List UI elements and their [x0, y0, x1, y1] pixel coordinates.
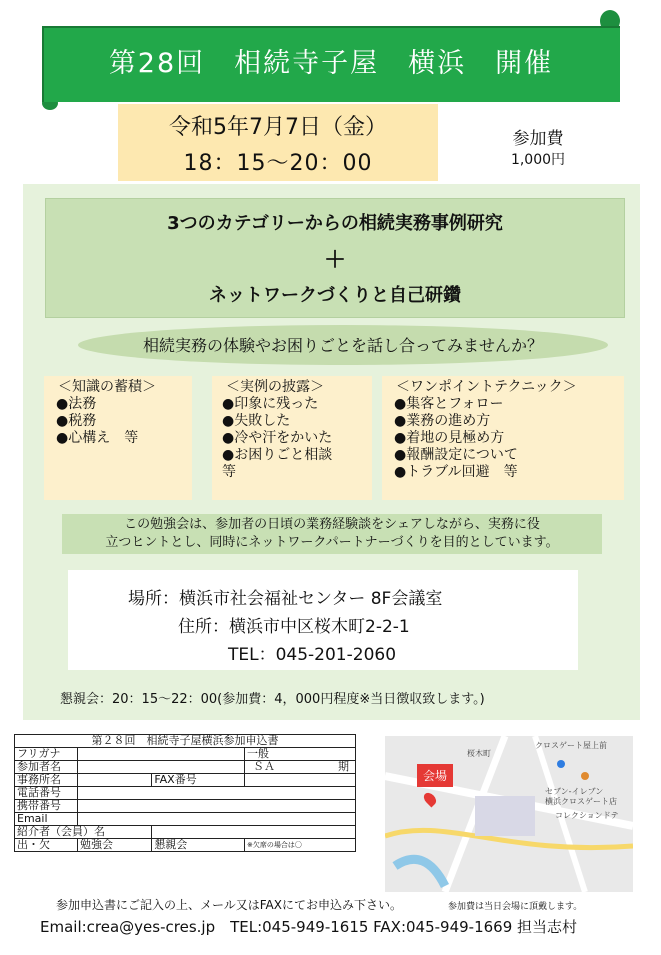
form-furigana-label: フリガナ	[15, 748, 78, 761]
venue-place: 場所：横浜市社会福祉センター 8F会議室	[128, 589, 443, 609]
venue-tel: TEL：045-201-2060	[228, 645, 397, 665]
category-item: ●税務	[56, 413, 97, 429]
form-referrer-label: 紹介者（会員）名	[15, 826, 152, 839]
category-title: ＜実例の披露＞	[226, 379, 324, 395]
research-line2: ネットワークづくりと自己研鑽	[209, 285, 461, 306]
party-info: 懇親会：20：15〜22：00(参加費：4，000円程度※当日徴収致します。)	[60, 692, 485, 707]
map-street-label: 横浜クロスゲート店	[545, 797, 617, 806]
page-title: 第28回 相続寺子屋 横浜 開催	[108, 48, 554, 79]
description-line1: この勉強会は、参加者の日頃の業務経験談をシェアしながら、実務に役	[124, 517, 540, 532]
category-item: ●印象に残った	[222, 396, 319, 412]
event-time: 18：15〜20：00	[183, 151, 373, 176]
form-phone-label: 電話番号	[15, 787, 78, 800]
map-street-label: コレクションドテ	[555, 811, 619, 820]
research-plus: ＋	[323, 248, 346, 273]
venue-map	[385, 736, 633, 892]
form-ippan-label: 一般	[245, 748, 356, 761]
form-sa-label: ＳＡ	[253, 760, 275, 773]
title-banner	[42, 26, 620, 102]
research-box	[45, 198, 625, 318]
venue-box	[68, 570, 578, 670]
form-social-field[interactable]	[152, 839, 245, 852]
map-street-label: クロスゲート屋上前	[535, 741, 607, 750]
form-email-label: Email	[15, 813, 78, 826]
venue-address: 住所：横浜市中区桜木町2-2-1	[178, 617, 410, 637]
event-date: 令和5年7月7日（金）	[169, 115, 387, 140]
form-office-label: 事務所名	[15, 774, 78, 787]
fee-value: 1,000円	[510, 152, 566, 168]
category-item: ●トラブル回避 等	[394, 464, 518, 480]
category-item: ●お困りごと相談	[222, 447, 333, 463]
category-item: 等	[222, 464, 236, 480]
category-item: ●報酬設定について	[394, 447, 518, 463]
fee-label: 参加費	[512, 129, 564, 149]
form-social-label: 懇親会	[154, 838, 188, 851]
category-title: ＜ワンポイントテクニック＞	[396, 379, 577, 395]
form-fax-field[interactable]	[245, 774, 356, 787]
description-box	[62, 514, 602, 554]
category-item: ●着地の見極め方	[394, 430, 505, 446]
question-text: 相続実務の体験やお困りごとを話し合ってみませんか？	[142, 336, 543, 355]
form-ki-label: 期	[338, 760, 349, 773]
form-email-field[interactable]	[78, 813, 356, 826]
category-item: ●失敗した	[222, 413, 291, 429]
date-box	[118, 104, 438, 181]
category-knowledge	[44, 376, 192, 500]
form-sa-field[interactable]	[245, 761, 356, 774]
map-venue-label: 会場	[417, 764, 453, 787]
category-item: ●冷や汗をかいた	[222, 430, 333, 446]
category-item: ●心構え 等	[56, 430, 139, 446]
category-item: ●業務の進め方	[394, 413, 491, 429]
form-study-label: 勉強会	[80, 838, 113, 851]
form-title: 第２８回 相続寺子屋横浜参加申込書	[15, 735, 356, 748]
category-item: ●集客とフォロー	[394, 396, 504, 412]
form-mobile-field[interactable]	[78, 800, 356, 813]
map-street-label: セブン-イレブン	[545, 787, 604, 796]
application-form	[14, 734, 356, 852]
category-item: ●法務	[56, 396, 97, 412]
description-line2: 立つヒントとし、同時にネットワークパートナーづくりを目的としています。	[105, 535, 559, 550]
submission-note: 参加申込書にご記入の上、メール又はFAXにてお申込み下さい。	[56, 898, 402, 912]
fee-note: 参加費は当日会場に頂戴します。	[448, 902, 583, 912]
contact-line: Email:crea@yes-cres.jp TEL:045-949-1615 FAX:045-949-1669 担当志村	[40, 918, 578, 936]
form-name-label: 参加者名	[15, 761, 78, 774]
form-mobile-label: 携帯番号	[15, 800, 78, 813]
form-referrer-field[interactable]	[152, 826, 356, 839]
form-attendance-label: 出・欠	[15, 839, 78, 852]
form-phone-field[interactable]	[78, 787, 356, 800]
research-line1: 3つのカテゴリーからの相続実務事例研究	[167, 213, 503, 234]
form-fax-label: FAX番号	[152, 774, 245, 787]
form-office-field[interactable]	[78, 774, 152, 787]
category-title: ＜知識の蓄積＞	[58, 379, 156, 395]
description-text	[62, 516, 602, 552]
form-furigana-field[interactable]	[78, 748, 245, 761]
form-study-field[interactable]	[78, 839, 152, 852]
form-name-field[interactable]	[78, 761, 245, 774]
map-station-label: 桜木町	[467, 749, 491, 758]
category-techniques	[382, 376, 624, 500]
form-absent-note: ※欠席の場合は〇	[245, 839, 356, 852]
category-examples	[212, 376, 372, 500]
